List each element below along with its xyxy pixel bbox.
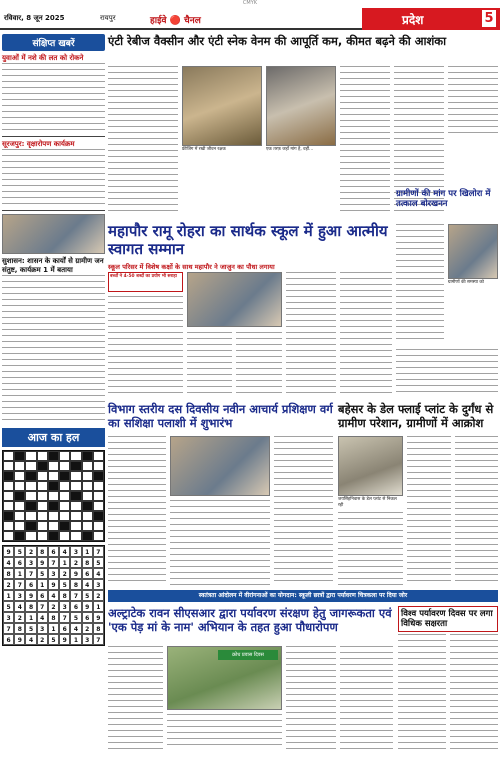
sudoku-cell: 5 [93,557,104,568]
story-env-day-body-2 [450,634,498,750]
sudoku-cell: 9 [14,634,25,645]
masthead-brand: हाईवे 🔴 चैनल [150,16,201,26]
section-banner [362,8,500,30]
sudoku-cell: 3 [3,612,14,623]
sudoku-cell: 4 [70,623,81,634]
sudoku-cell: 8 [48,612,59,623]
story-training [108,402,333,430]
sudoku-cell: 3 [14,590,25,601]
sudoku-cell: 3 [70,546,81,557]
story-training-body-1 [108,436,166,586]
sudoku-cell: 7 [14,579,25,590]
page-number: 5 [482,10,496,27]
sudoku-cell: 4 [25,634,36,645]
sudoku-cell: 1 [14,568,25,579]
sudoku-cell: 1 [82,546,93,557]
sudoku-cell: 2 [82,623,93,634]
sudoku-cell: 8 [37,546,48,557]
sudoku-cell: 6 [70,601,81,612]
sudoku-cell: 4 [37,612,48,623]
sudoku-cell: 5 [3,601,14,612]
snake-photo [266,66,336,146]
sudoku-cell: 1 [48,623,59,634]
story-ultratech-body-3 [286,646,336,750]
sudoku-cell: 6 [48,546,59,557]
sudoku-cell: 5 [14,546,25,557]
story-mayor-headline: महापौर रामू रोहरा का सार्थक स्कूल में हुआ आत्मीय स्वागत सम्मान [108,222,388,258]
sudoku-cell: 9 [70,568,81,579]
sudoku-cell: 9 [48,579,59,590]
sudoku-cell: 7 [48,557,59,568]
sudoku-cell: 2 [48,601,59,612]
story-plant [338,402,498,430]
sudoku-cell: 6 [82,612,93,623]
sudoku-cell: 7 [25,568,36,579]
brief-photo [2,214,105,254]
sudoku-cell: 7 [93,634,104,645]
story-mayor [108,222,393,271]
cmyk-marker: CMYK [242,0,258,6]
story-plant-body-2 [407,436,451,586]
sudoku-cell: 6 [3,634,14,645]
mayor-photo [187,272,282,327]
sudoku-cell: 7 [37,601,48,612]
sudoku-cell: 4 [3,557,14,568]
sudoku-cell: 3 [37,623,48,634]
sudoku-cell: 4 [48,590,59,601]
sudoku-cell: 6 [37,590,48,601]
story-mayor-body-5 [340,272,392,396]
dog-photo [182,66,262,146]
story-training-body-3 [274,436,333,586]
brief-item-1-body [2,63,105,133]
sudoku-cell: 2 [59,568,70,579]
borewell-caption: ग्रामीणों की समस्या को [448,280,484,285]
brief-item-2-body [2,149,105,207]
sudoku-cell: 9 [37,557,48,568]
story-ultratech-body-1 [108,646,163,750]
sudoku-cell: 9 [25,590,36,601]
story-ultratech [108,606,393,634]
sudoku-cell: 5 [48,634,59,645]
story-training-body-2 [170,500,270,586]
sudoku-cell: 3 [93,579,104,590]
sudoku-cell: 6 [59,623,70,634]
left-column [2,34,105,754]
training-photo [170,436,270,496]
story-borewell [396,189,498,209]
sudoku-cell: 3 [59,601,70,612]
snake-photo-caption: एक तरफ़ जहाँ मांग है, वहीं... [266,147,314,152]
borewell-photo [448,224,498,279]
sudoku-cell: 9 [3,546,14,557]
sudoku-cell: 8 [59,590,70,601]
story-env-day-headline: विश्व पर्यावरण दिवस पर लगा विधिक सक्षरता [401,609,493,629]
story-env-day [398,606,498,632]
divider [2,136,105,137]
sudoku-cell: 4 [82,579,93,590]
story-borewell-body [396,224,444,344]
sudoku-cell: 2 [93,590,104,601]
story-mayor-subhead: स्कूल परिसर में विशेष कक्षों के साथ महापौर ने जाजुन का पौधा लगाया [108,263,275,271]
sudoku-cell: 7 [59,612,70,623]
story-ultratech-body-4 [340,646,393,750]
story-training-headline: विभाग स्तरीय दस दिवसीय नवीन आचार्य प्रशिक्षण वर्ग का सशिक्षा पलाशी में शुभारंभ [108,402,333,430]
sudoku-cell: 5 [82,590,93,601]
sudoku-cell: 1 [70,634,81,645]
story-vaccine [108,34,498,48]
divider [2,210,105,211]
sudoku-cell: 6 [25,579,36,590]
plantation-banner: क्रोध प्रवास दिवस [218,650,278,660]
brief-item-2-headline: सूरजपुर: वृक्षारोपण कार्यक्रम [2,140,75,148]
sudoku-cell: 9 [59,634,70,645]
story-plant-headline: बहेसर के डेल फ्लाई प्लांट के दुर्गंध से ग्रामीण परेशान, ग्रामीणों में आक्रोश [338,402,494,430]
sudoku-cell: 1 [59,557,70,568]
sudoku-cell: 2 [14,612,25,623]
strip-headline: स्वतंत्रता आंदोलन में वीरांगनाओं का योगदान: स्कूली छात्रों द्वारा पर्यावरण चित्रकला पर दिया जोर [108,590,498,602]
story-ultratech-headline: अल्ट्राटेक रावन सीएसआर द्वारा पर्यावरण संरक्षण हेतु जागरूकता एवं 'एक पेड़ मां के नाम' अभियान के तहत हुआ पौधारोपण [108,606,392,634]
sudoku-cell: 1 [37,579,48,590]
sudoku-cell: 8 [82,557,93,568]
sudoku-cell: 8 [25,601,36,612]
story-vaccine-body-2 [340,66,390,216]
sudoku-cell: 8 [93,623,104,634]
main-area [108,34,498,754]
story-mayor-boxhead-text: बच्चों ने 4-50 शब्दों का प्रयोग भी सराहा [110,274,177,279]
sudoku-cell: 5 [37,568,48,579]
section-title: प्रदेश [402,13,424,27]
dog-photo-caption: फ्रीजिंग में रखी जीवन रक्षक [182,147,226,152]
sudoku-cell: 8 [3,568,14,579]
sudoku-cell: 9 [93,612,104,623]
sudoku-cell: 2 [37,634,48,645]
story-plant-body-1 [338,512,403,586]
puzzle-title: आज का हल [2,428,105,447]
sudoku-cell: 4 [93,568,104,579]
story-env-day-body-1 [398,634,446,750]
story-vaccine-body-4 [448,66,498,136]
sudoku-cell: 7 [3,623,14,634]
sudoku-cell: 7 [70,590,81,601]
sudoku-cell: 6 [82,568,93,579]
plant-caption: जयसिंहनिवास के डेल प्लांट से निकल रही [338,497,397,509]
plant-photo [338,436,403,496]
issue-date: रविवार, 8 जून 2025 [4,14,65,22]
story-borewell-body-2 [396,349,498,395]
story-borewell-headline: ग्रामीणों की मांग पर खिलोरा में तत्काल बोरखनन [396,189,491,209]
sudoku-cell: 2 [3,579,14,590]
sudoku-cell: 5 [25,623,36,634]
story-ultratech-body-2 [167,714,282,750]
sudoku-cell: 4 [59,546,70,557]
story-plant-body-3 [455,436,498,586]
sudoku-cell: 8 [70,579,81,590]
brief-item-3-headline: सुशासन: शासन के कार्यों से ग्रामीण जन संतुष्ट, कार्यक्रम 1 में बताया [2,257,104,274]
sudoku-cell: 8 [14,623,25,634]
sudoku-cell: 5 [59,579,70,590]
sudoku-cell: 3 [48,568,59,579]
sudoku-cell: 5 [70,612,81,623]
sudoku-cell: 7 [93,546,104,557]
page-header [0,8,500,30]
sudoku-solution-grid [2,545,105,646]
crossword-grid [2,450,105,542]
sudoku-cell: 3 [25,557,36,568]
brief-item-3-body [2,275,105,425]
story-mayor-body-4 [286,272,336,396]
sudoku-cell: 9 [82,601,93,612]
sudoku-cell: 6 [14,557,25,568]
sudoku-cell: 3 [82,634,93,645]
story-vaccine-body [108,66,178,216]
sudoku-cell: 2 [25,546,36,557]
sudoku-cell: 1 [25,612,36,623]
story-mayor-boxhead [108,272,183,292]
story-mayor-body-2 [187,332,232,396]
brief-news-title: संक्षिप्त खबरें [2,34,105,51]
sudoku-cell: 1 [93,601,104,612]
sudoku-cell: 2 [70,557,81,568]
edition-city: रायपुर [100,14,116,22]
sudoku-cell: 1 [3,590,14,601]
brief-item-1-headline: युवाओं में नशे की लत को रोकने [2,54,84,62]
story-mayor-body-3 [236,332,282,396]
story-vaccine-headline: एंटी रेबीज वैक्सीन और एंटी स्नेक वेनम की आपूर्ति कम, कीमत बढ़ने की आशंका [108,34,447,48]
story-mayor-body-1 [108,296,183,396]
sudoku-cell: 4 [14,601,25,612]
